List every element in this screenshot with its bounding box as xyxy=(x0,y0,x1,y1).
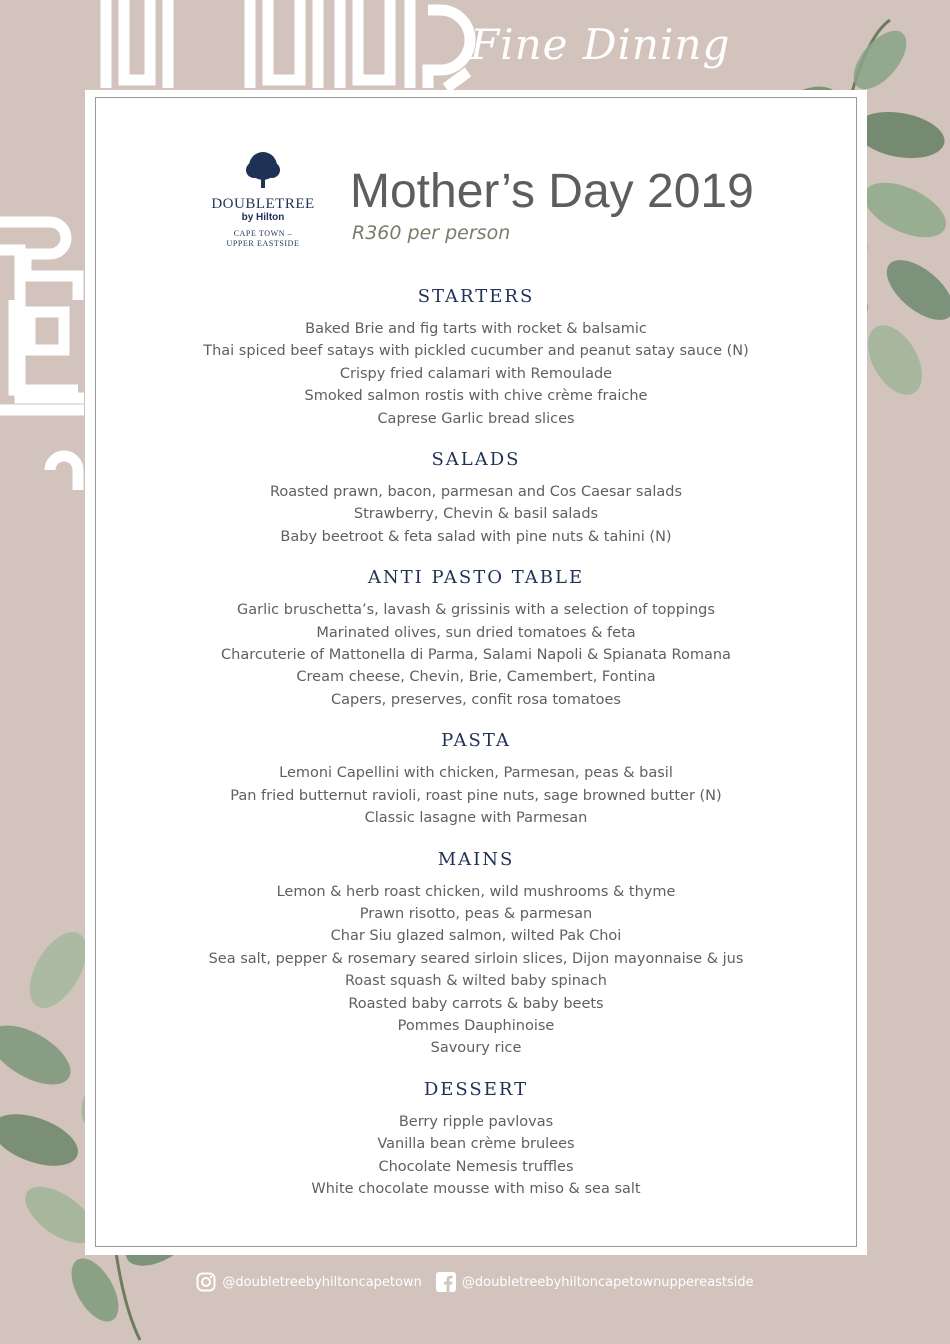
menu-item: Berry ripple pavlovas xyxy=(398,1113,554,1130)
menu-item: Lemoni Capellini with chicken, Parmesan, peas & basil xyxy=(279,765,673,782)
menu-item: Capers, preserves, confit rosa tomatoes xyxy=(331,691,621,708)
section-title: PASTA xyxy=(441,730,511,752)
social-footer xyxy=(0,1270,950,1294)
logo-location-line1: CAPE TOWN – xyxy=(233,229,293,238)
menu-item: Cream cheese, Chevin, Brie, Camembert, Fontina xyxy=(296,669,656,686)
section-title: STARTERS xyxy=(417,286,535,307)
menu-item: Pan fried butternut ravioli, roast pine nuts, sage browned butter (N) xyxy=(230,787,722,804)
menu-item: Prawn risotto, peas & parmesan xyxy=(359,905,593,922)
menu-item: Baby beetroot & feta salad with pine nuts & tahini (N) xyxy=(280,528,672,545)
menu-section-dessert xyxy=(150,1078,802,1201)
menu-item: White chocolate mousse with miso & sea salt xyxy=(311,1180,641,1197)
menu-item: Roast squash & wilted baby spinach xyxy=(345,973,607,990)
facebook-link[interactable] xyxy=(436,1272,754,1292)
menu-item: Char Siu glazed salmon, wilted Pak Choi xyxy=(330,928,622,945)
menu-item: Crispy fried calamari with Remoulade xyxy=(339,365,613,382)
section-title: ANTI PASTO TABLE xyxy=(367,567,585,589)
facebook-handle[interactable]: @doubletreebyhiltoncapetownuppereastside xyxy=(461,1274,754,1290)
menu-item: Thai spiced beef satays with pickled cucumber and peanut satay sauce (N) xyxy=(203,343,749,360)
menu-section-starters xyxy=(150,285,802,430)
menu-item: Charcuterie of Mattonella di Parma, Salami Napoli & Spianata Romana xyxy=(221,647,731,664)
menu-item: Roasted prawn, bacon, parmesan and Cos Caesar salads xyxy=(270,484,682,501)
menu-item: Sea salt, pepper & rosemary seared sirloin slices, Dijon mayonnaise & jus xyxy=(208,950,744,967)
menu-item: Lemon & herb roast chicken, wild mushrooms & thyme xyxy=(276,883,676,900)
facebook-icon xyxy=(436,1272,456,1292)
fine-dining-script: Fine Dining xyxy=(470,20,731,69)
menu-list xyxy=(150,285,802,1218)
menu-item: Savoury rice xyxy=(430,1040,522,1057)
menu-item: Roasted baby carrots & baby beets xyxy=(348,995,604,1012)
page-title: Mother’s Day 2019 xyxy=(350,165,754,218)
menu-item: Garlic bruschetta’s, lavash & grissinis with a selection of toppings xyxy=(237,602,715,619)
menu-item: Chocolate Nemesis truffles xyxy=(378,1158,574,1175)
logo-byline: by Hilton xyxy=(241,212,285,223)
menu-section-anti-pasto xyxy=(150,566,802,711)
menu-section-salads xyxy=(150,448,802,548)
menu-item: Strawberry, Chevin & basil salads xyxy=(353,506,599,523)
section-title: DESSERT xyxy=(423,1078,529,1100)
instagram-link[interactable] xyxy=(196,1272,421,1292)
menu-item: Marinated olives, sun dried tomatoes & feta xyxy=(316,624,636,641)
menu-item: Classic lasagne with Parmesan xyxy=(364,810,588,827)
menu-item: Baked Brie and fig tarts with rocket & balsamic xyxy=(305,321,647,337)
logo-brand: DOUBLETREE xyxy=(211,196,315,212)
tree-icon xyxy=(243,150,283,190)
logo-location xyxy=(208,229,318,249)
menu-section-mains xyxy=(150,848,802,1060)
section-title: SALADS xyxy=(431,449,521,471)
hotel-logo xyxy=(208,150,318,249)
menu-item: Pommes Dauphinoise xyxy=(397,1017,555,1034)
section-title: MAINS xyxy=(437,848,515,870)
logo-location-line2: UPPER EASTSIDE xyxy=(226,239,300,248)
instagram-icon xyxy=(196,1272,216,1292)
instagram-handle[interactable]: @doubletreebyhiltoncapetown xyxy=(222,1274,422,1290)
menu-item: Smoked salmon rostis with chive crème fraiche xyxy=(304,388,648,405)
menu-item: Vanilla bean crème brulees xyxy=(377,1136,575,1153)
menu-section-pasta xyxy=(150,729,802,829)
menu-item: Caprese Garlic bread slices xyxy=(377,410,575,427)
price-per-person: R360 per person xyxy=(352,222,511,244)
